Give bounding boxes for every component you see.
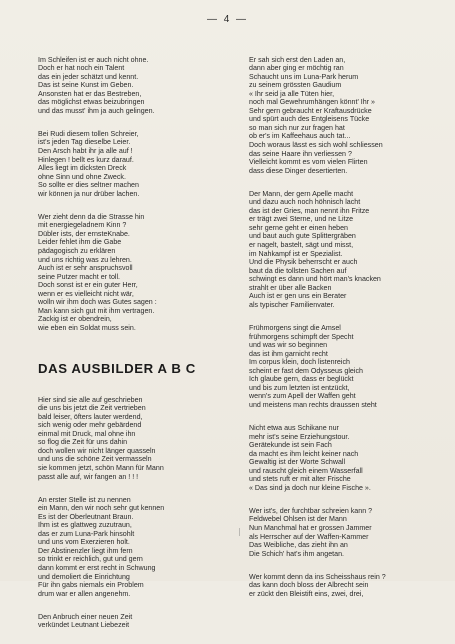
left-paragraph-4: Hier sind sie alle auf geschrieben die uns bis jetzt die Zeit vertrieben bald leiser, öfters lauter werdend, sich wenig oder mehr gebärdend einmal mit Druck, mal ohne ihn so flog die Zeit für uns dahin doch wollen wir nicht länger quasseln und uns die schöne Zeit vermasseln sie kommen jetzt, schön Mann für Mann passt alle auf, wir fangen an ! ! !: [38, 395, 164, 481]
left-paragraph-2: Bei Rudi diesem tollen Schreier, ist's jeden Tag dieselbe Leier. Den Arsch habt ihr ja alle auf ! Hinlegen ! bellt es kurz darauf. Alles liegt im dicksten Dreck ohne Sinn und ohne Zweck. So sollte er dies seltner machen wir können ja nur drüber lachen.: [38, 129, 140, 198]
left-paragraph-1: Im Schleifen ist er auch nicht ohne. Doch er hat noch ein Talent das ein jeder schätzt und kennt. Das ist seine Kunst im Geben. Ansonsten hat er das Bestreben, das möglichst etwas beizubringen und das musst' ihm ja auch gelingen.: [38, 55, 155, 115]
right-paragraph-6: Wer kommt denn da ins Scheisshaus rein ? das kann doch bloss der Albrecht sein er zückt den Bleistift eins, zwei, drei,: [249, 572, 386, 598]
section-heading: DAS AUSBILDER A B C: [38, 361, 196, 377]
left-paragraph-5: An erster Stelle ist zu nennen ein Mann, den wir noch sehr gut kennen Es ist der Oberleutnant Braun. Ihm ist es glattweg zuzutraun, das er zum Luna-Park hinsohlt und uns vom Exerzieren holt. Der Abstinenzler liegt ihm fern so trinkt er reichlich, gut und gern dann kommt er erst recht in Schwung und demoliert die Einrichtung Für ihn gabs niemals ein Problem drum war er allen angenehm.: [38, 495, 165, 598]
left-paragraph-6: Den Anbruch einer neuen Zeit verkündet Leutnant Liebezeit: [38, 612, 133, 630]
page-number: — 4 —: [206, 14, 249, 25]
right-paragraph-4: Nicht etwa aus Schikane nur mehr ist's seine Erziehungstour. Gerätekunde ist sein Fach da macht es ihm leicht keiner nach Gewaltig ist der Worte Schwall und rauscht gleich einem Wasserfall und stets ruft er mit alter Frische « Das sind ja doch nur kleine Fische ».: [249, 423, 371, 492]
right-paragraph-2: Der Mann, der gern Apelle macht und dazu auch noch höhnisch lacht das ist der Gries, man nennt ihn Fritze er trägt zwei Sterne, und ne Litze sehr gerne geht er einen heben und baut auch gute Splittergräben er nagelt, bastelt, sägt und misst, im Nahkampf ist er Spezialist. Und die Physik beherrscht er auch baut da die tollsten Sachen auf schwingt es dann und hört man's knacken strahlt er über alle Backen Auch ist er gen uns ein Berater als typischer Familienvater.: [249, 189, 381, 309]
left-column: [38, 47, 216, 644]
right-paragraph-5: Wer ist's, der furchtbar schreien kann ? Feldwebel Ohlsen ist der Mann Nun Manchmal hat er grossen Jammer als Herrscher auf der Waffen-Kammer Das Weibliche, das zieht ihn an Die Schich' hat's ihm angetan.: [249, 506, 373, 558]
margin-mark: [239, 528, 246, 536]
left-paragraph-3: Wer zieht denn da die Strasse hin mit energiegeladnem Kinn ? Dübler ists, der ernsteKnabe. Leider fehlet ihm die Gabe pädagogisch zu erklären und uns richtig was zu lehren. Auch ist er sehr anspruchsvoll seine Putzer macht er toll. Doch sonst ist er ein guter Herr, wenn er es vielleicht nicht wär, wolln wir ihm doch was Gutes sagen : Man kann sich gut mit ihm vertragen. Zackig ist er obendrein, wie eben ein Soldat muss sein.: [38, 212, 157, 332]
right-paragraph-3: Frühmorgens singt die Amsel frühmorgens schimpft der Specht und was wir so beginnen das ist ihm garnicht recht Im corpus klein, doch listenreich scheint er fast dem Odysseus gleich Ich glaube gern, dass er beglückt und bis zum letzten ist entzückt, wenn's zum Apell der Waffen geht und meistens man rechts draussen steht: [249, 323, 377, 409]
right-paragraph-1: Er sah sich erst den Laden an, dann aber ging er möchtig ran Schaucht uns im Luna-Park herum zu seinem grössten Gaudium « Ihr seid ja alle Tüten hier, noch mal Gewehrumhängen könnt' Ihr » Sehr gern gebraucht er Kraftausdrücke und spürt auch des Entgleisens Tücke so man sich nur zur fragen hat ob er's im Kaffeehaus auch tat... Doch woraus lässt es sich wohl schliessen das seine Haare ihn verliessen ? Vielleicht kommt es vom vielen Flirten dass diese Dinger desertierten.: [249, 55, 383, 175]
right-column: [249, 47, 431, 613]
